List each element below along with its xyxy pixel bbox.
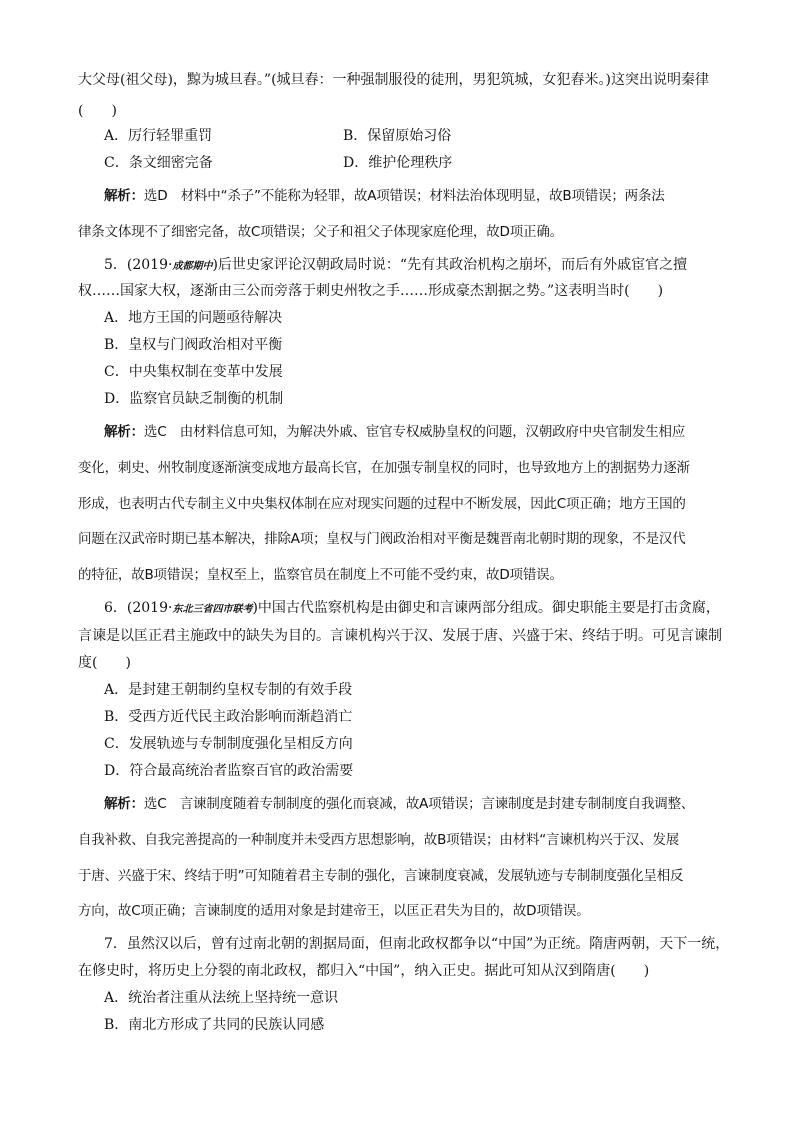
question-5-option-b: B．皇权与门阀政治相对平衡 — [104, 337, 283, 353]
question-number: 6．(2019· — [104, 600, 173, 616]
question-4-answer-blank: ( ) — [78, 103, 117, 119]
question-6-stem-line — [104, 599, 746, 619]
question-5-option-a: A．地方王国的问题亟待解决 — [104, 310, 283, 326]
question-5-analysis-line: 问题在汉武帝时期已基本解决，排除A项；皇权与门阀政治相对平衡是魏晋南北朝时期的现象，不是汉代 — [78, 531, 686, 547]
question-5-option-c: C．中央集权制在变革中发展 — [104, 364, 283, 380]
question-4-analysis-line: 律条文体现不了细密完备，故C项错误；父子和祖父子体现家庭伦理，故D项正确。 — [78, 224, 563, 240]
question-6-analysis-line — [104, 795, 746, 813]
question-7-stem-line: 在修史时，将历史上分裂的南北政权，都归入“中国”，纳入正史。据此可知从汉到隋唐( ) — [78, 963, 650, 979]
question-7-option-a: A．统治者注重从法统上坚持统一意识 — [104, 990, 339, 1006]
question-4-analysis-line — [104, 187, 746, 205]
question-5-analysis-line: 的特征，故B项错误；皇权至上，监察官员在制度上不可能不受约束，故D项错误。 — [78, 567, 563, 583]
question-6-option-c: C．发展轨迹与专制制度强化呈相反方向 — [104, 736, 353, 752]
analysis-text: 选C 言谏制度随着专制制度的强化而衰减，故A项错误；言谏制度是封建专制制度自我调整、 — [143, 796, 695, 812]
question-6-analysis-line: 自我补救、自我完善提高的一种制度并未受西方思想影响，故B项错误；由材料“言谏机构兴于汉、发展 — [78, 832, 680, 848]
question-6-analysis-line: 于唐、兴盛于宋、终结于明”可知随着君主专制的强化，言谏制度衰减，发展轨迹与专制制度强化呈相反 — [78, 868, 684, 884]
question-4-option-a: A．厉行轻罪重罚 — [104, 128, 213, 144]
question-5-analysis-line: 变化，刺史、州牧制度逐渐演变成地方最高长官，在加强专制皇权的同时，也导致地方上的割据势力逐渐 — [78, 460, 690, 476]
question-6-option-a: A．是封建王朝制约皇权专制的有效手段 — [104, 682, 353, 698]
analysis-text: 选D 材料中“杀子”不能称为轻罪，故A项错误；材料法治体现明显，故B项错误；两条法 — [143, 188, 665, 204]
question-5-option-d: D．监察官员缺乏制衡的机制 — [104, 391, 284, 407]
stem-text: )中国古代监察机构是由御史和言谏两部分组成。御史职能主要是打击贪腐， — [252, 600, 720, 616]
analysis-text: 选C 由材料信息可知，为解决外戚、宦官专权威胁皇权的问题，汉朝政府中央官制发生相应 — [143, 424, 686, 440]
question-5-stem-line: 权……国家大权，逐渐由三公而旁落于刺史州牧之手……形成豪杰割据之势。”这表明当时( ) — [78, 283, 664, 299]
analysis-label: 解析： — [104, 188, 144, 204]
question-6-option-d: D．符合最高统治者监察百官的政治需要 — [104, 763, 354, 779]
question-6-analysis-line: 方向，故C项正确；言谏制度的适用对象是封建帝王，以匡正君失为目的，故D项错误。 — [78, 903, 590, 919]
question-6-stem-line: 度( ) — [78, 655, 131, 671]
question-source: 东北三省四市联考 — [172, 604, 253, 615]
question-7-stem-line: 7．虽然汉以后，曾有过南北朝的割据局面，但南北政权都争以“中国”为正统。隋唐两朝，天下一统， — [104, 936, 730, 952]
analysis-label: 解析： — [104, 796, 144, 812]
question-4-stem-line: 大父母(祖父母)，黥为城旦舂。”(城旦舂：一种强制服役的徒刑，男犯筑城，女犯舂米。)这突出说明秦律 — [78, 72, 710, 88]
question-5-stem-line — [104, 256, 746, 276]
stem-text: )后世史家评论汉朝政局时说：“先有其政治机构之崩坏，而后有外戚宦官之擅 — [212, 257, 688, 273]
question-number: 5．(2019· — [104, 257, 173, 273]
question-6-option-b: B．受西方近代民主政治影响而渐趋消亡 — [104, 709, 353, 725]
question-7-option-b: B．南北方形成了共同的民族认同感 — [104, 1017, 325, 1033]
analysis-label: 解析： — [104, 424, 144, 440]
question-5-analysis-line: 形成，也表明古代专制主义中央集权体制在应对现实问题的过程中不断发展，因此C项正确；地方王国的 — [78, 496, 686, 512]
question-6-stem-line: 言谏是以匡正君主施政中的缺失为目的。言谏机构兴于汉、发展于唐、兴盛于宋、终结于明。可见言谏制 — [78, 628, 722, 644]
question-4-option-b: B．保留原始习俗 — [343, 128, 452, 144]
question-source: 成都期中 — [172, 261, 213, 272]
question-5-analysis-line — [104, 423, 746, 441]
question-4-option-c: C．条文细密完备 — [104, 155, 213, 171]
question-4-option-d: D．维护伦理秩序 — [343, 155, 453, 171]
